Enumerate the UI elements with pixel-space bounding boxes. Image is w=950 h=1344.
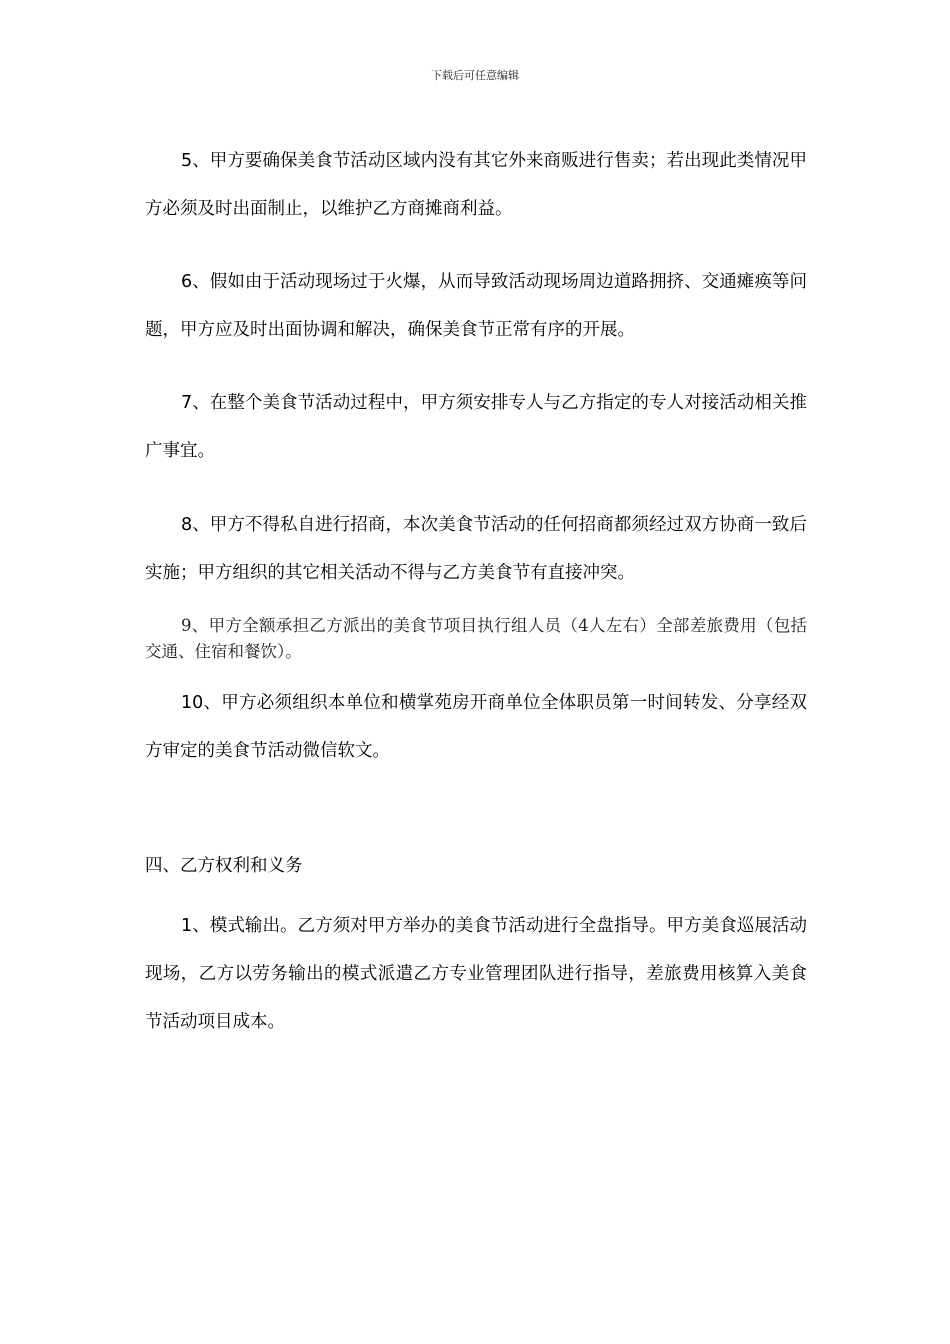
clause-6: 6、假如由于活动现场过于火爆，从而导致活动现场周边道路拥挤、交通瘫痪等问题，甲方应及时出面协调和解决，确保美食节正常有序的开展。 [145, 272, 807, 340]
clause-8: 8、甲方不得私自进行招商，本次美食节活动的任何招商都须经过双方协商一致后实施；甲方组织的其它相关活动不得与乙方美食节有直接冲突。 [145, 515, 807, 583]
party-b-clause-1: 1、模式输出。乙方须对甲方举办的美食节活动进行全盘指导。甲方美食巡展活动现场，乙方以劳务输出的模式派遣乙方专业管理团队进行指导，差旅费用核算入美食节活动项目成本。 [145, 916, 807, 1032]
document-body [145, 137, 807, 1046]
clause-10: 10、甲方必须组织本单位和横掌苑房开商单位全体职员第一时间转发、分享经双方审定的美食节活动微信软文。 [145, 693, 807, 761]
section-heading-4: 四、乙方权利和义务 [145, 856, 303, 876]
page-header: 下载后可任意编辑 [431, 69, 519, 82]
clause-5: 5、甲方要确保美食节活动区域内没有其它外来商贩进行售卖；若出现此类情况甲方必须及时出面制止，以维护乙方商摊商利益。 [145, 151, 807, 219]
clause-9: 9、甲方全额承担乙方派出的美食节项目执行组人员（4人左右）全部差旅费用（包括交通、住宿和餐饮）。 [145, 616, 807, 661]
clause-7: 7、在整个美食节活动过程中，甲方须安排专人与乙方指定的专人对接活动相关推广事宜。 [145, 393, 807, 461]
